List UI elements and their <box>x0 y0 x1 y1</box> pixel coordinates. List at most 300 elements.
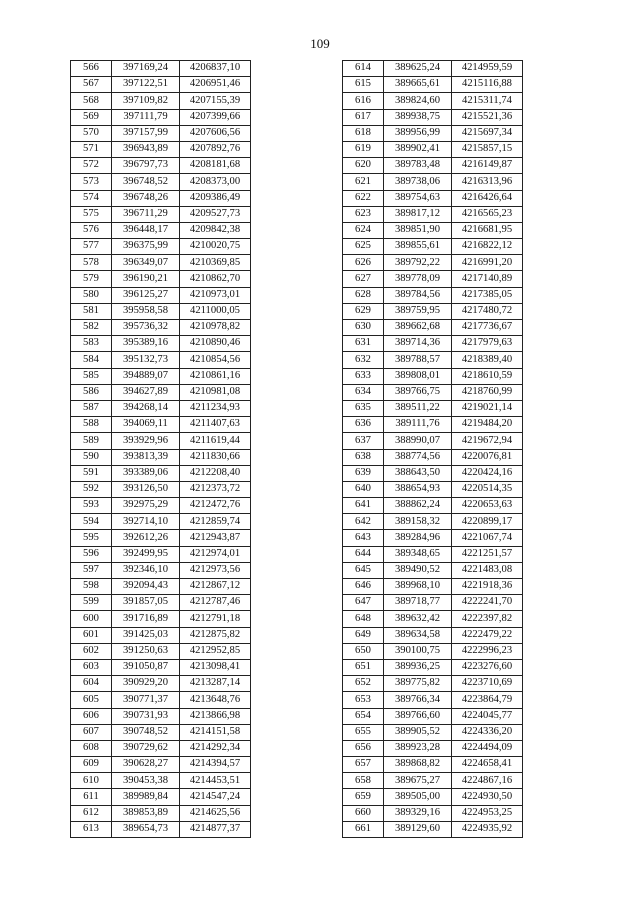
table-row <box>71 77 251 93</box>
point-number-cell: 637 <box>343 433 384 449</box>
point-number-cell: 656 <box>343 740 384 756</box>
point-number-cell: 641 <box>343 498 384 514</box>
x-coordinate-cell: 390748,52 <box>112 724 180 740</box>
x-coordinate-cell: 392975,29 <box>112 498 180 514</box>
point-number-cell: 609 <box>71 757 112 773</box>
x-coordinate-cell: 396349,07 <box>112 255 180 271</box>
y-coordinate-cell: 4223710,69 <box>452 676 523 692</box>
table-row <box>71 433 251 449</box>
x-coordinate-cell: 389284,96 <box>384 530 452 546</box>
y-coordinate-cell: 4210861,16 <box>180 368 251 384</box>
y-coordinate-cell: 4211407,63 <box>180 417 251 433</box>
x-coordinate-cell: 395958,58 <box>112 303 180 319</box>
x-coordinate-cell: 388643,50 <box>384 465 452 481</box>
x-coordinate-cell: 389718,77 <box>384 595 452 611</box>
y-coordinate-cell: 4221067,74 <box>452 530 523 546</box>
point-number-cell: 588 <box>71 417 112 433</box>
x-coordinate-cell: 393813,39 <box>112 449 180 465</box>
x-coordinate-cell: 390628,27 <box>112 757 180 773</box>
point-number-cell: 603 <box>71 659 112 675</box>
x-coordinate-cell: 393126,50 <box>112 481 180 497</box>
page-number: 109 <box>310 36 330 51</box>
table-row <box>71 222 251 238</box>
y-coordinate-cell: 4217385,05 <box>452 287 523 303</box>
table-row <box>343 627 523 643</box>
y-coordinate-cell: 4212791,18 <box>180 611 251 627</box>
table-row <box>343 320 523 336</box>
x-coordinate-cell: 395736,32 <box>112 320 180 336</box>
point-number-cell: 568 <box>71 93 112 109</box>
x-coordinate-cell: 389968,10 <box>384 579 452 595</box>
y-coordinate-cell: 4212973,56 <box>180 562 251 578</box>
y-coordinate-cell: 4221251,57 <box>452 546 523 562</box>
table-row <box>343 805 523 821</box>
table-row <box>71 174 251 190</box>
table-row <box>343 562 523 578</box>
table-row <box>71 789 251 805</box>
x-coordinate-cell: 389792,22 <box>384 255 452 271</box>
x-coordinate-cell: 397157,99 <box>112 125 180 141</box>
x-coordinate-cell: 389853,89 <box>112 805 180 821</box>
y-coordinate-cell: 4219021,14 <box>452 400 523 416</box>
table-row <box>71 546 251 562</box>
x-coordinate-cell: 391716,89 <box>112 611 180 627</box>
table-row <box>71 562 251 578</box>
x-coordinate-cell: 392714,10 <box>112 514 180 530</box>
table-row <box>71 417 251 433</box>
point-number-cell: 622 <box>343 190 384 206</box>
table-row <box>343 595 523 611</box>
y-coordinate-cell: 4218610,59 <box>452 368 523 384</box>
point-number-cell: 595 <box>71 530 112 546</box>
table-row <box>343 287 523 303</box>
x-coordinate-cell: 389824,60 <box>384 93 452 109</box>
point-number-cell: 582 <box>71 320 112 336</box>
table-row <box>71 595 251 611</box>
y-coordinate-cell: 4216426,64 <box>452 190 523 206</box>
x-coordinate-cell: 392346,10 <box>112 562 180 578</box>
y-coordinate-cell: 4212859,74 <box>180 514 251 530</box>
point-number-cell: 592 <box>71 481 112 497</box>
x-coordinate-cell: 396943,89 <box>112 141 180 157</box>
point-number-cell: 646 <box>343 579 384 595</box>
table-row <box>71 93 251 109</box>
point-number-cell: 598 <box>71 579 112 595</box>
y-coordinate-cell: 4209842,38 <box>180 222 251 238</box>
y-coordinate-cell: 4215857,15 <box>452 141 523 157</box>
x-coordinate-cell: 390771,37 <box>112 692 180 708</box>
y-coordinate-cell: 4215311,74 <box>452 93 523 109</box>
y-coordinate-cell: 4208181,68 <box>180 158 251 174</box>
table-row <box>343 611 523 627</box>
table-row <box>71 384 251 400</box>
table-row <box>343 109 523 125</box>
y-coordinate-cell: 4224494,09 <box>452 740 523 756</box>
table-row <box>343 659 523 675</box>
x-coordinate-cell: 389662,68 <box>384 320 452 336</box>
point-number-cell: 572 <box>71 158 112 174</box>
y-coordinate-cell: 4222397,82 <box>452 611 523 627</box>
x-coordinate-cell: 397169,24 <box>112 61 180 77</box>
table-row <box>343 498 523 514</box>
y-coordinate-cell: 4222241,70 <box>452 595 523 611</box>
y-coordinate-cell: 4209386,49 <box>180 190 251 206</box>
table-row <box>343 400 523 416</box>
table-row <box>343 643 523 659</box>
point-number-cell: 591 <box>71 465 112 481</box>
table-row <box>343 77 523 93</box>
point-number-cell: 581 <box>71 303 112 319</box>
point-number-cell: 614 <box>343 61 384 77</box>
table-row <box>71 579 251 595</box>
x-coordinate-cell: 389625,24 <box>384 61 452 77</box>
y-coordinate-cell: 4215116,88 <box>452 77 523 93</box>
y-coordinate-cell: 4210369,85 <box>180 255 251 271</box>
table-row <box>343 579 523 595</box>
point-number-cell: 660 <box>343 805 384 821</box>
x-coordinate-cell: 389956,99 <box>384 125 452 141</box>
y-coordinate-cell: 4217140,89 <box>452 271 523 287</box>
point-number-cell: 586 <box>71 384 112 400</box>
table-row <box>343 190 523 206</box>
table-row <box>343 433 523 449</box>
point-number-cell: 571 <box>71 141 112 157</box>
y-coordinate-cell: 4217979,63 <box>452 336 523 352</box>
y-coordinate-cell: 4211830,66 <box>180 449 251 465</box>
x-coordinate-cell: 397109,82 <box>112 93 180 109</box>
table-row <box>343 271 523 287</box>
x-coordinate-cell: 397122,51 <box>112 77 180 93</box>
y-coordinate-cell: 4218389,40 <box>452 352 523 368</box>
x-coordinate-cell: 389923,28 <box>384 740 452 756</box>
x-coordinate-cell: 396797,73 <box>112 158 180 174</box>
y-coordinate-cell: 4214394,57 <box>180 757 251 773</box>
y-coordinate-cell: 4216681,95 <box>452 222 523 238</box>
point-number-cell: 570 <box>71 125 112 141</box>
table-row <box>343 174 523 190</box>
table-row <box>343 125 523 141</box>
point-number-cell: 633 <box>343 368 384 384</box>
point-number-cell: 640 <box>343 481 384 497</box>
x-coordinate-cell: 389868,82 <box>384 757 452 773</box>
point-number-cell: 578 <box>71 255 112 271</box>
point-number-cell: 599 <box>71 595 112 611</box>
point-number-cell: 587 <box>71 400 112 416</box>
table-row <box>71 352 251 368</box>
point-number-cell: 625 <box>343 239 384 255</box>
y-coordinate-cell: 4219484,20 <box>452 417 523 433</box>
y-coordinate-cell: 4224953,25 <box>452 805 523 821</box>
point-number-cell: 566 <box>71 61 112 77</box>
table-row <box>71 61 251 77</box>
point-number-cell: 613 <box>71 821 112 837</box>
table-row <box>71 336 251 352</box>
table-row <box>343 206 523 222</box>
y-coordinate-cell: 4210973,01 <box>180 287 251 303</box>
x-coordinate-cell: 396375,99 <box>112 239 180 255</box>
y-coordinate-cell: 4217736,67 <box>452 320 523 336</box>
x-coordinate-cell: 391857,05 <box>112 595 180 611</box>
table-row <box>343 61 523 77</box>
table-row <box>343 368 523 384</box>
x-coordinate-cell: 389675,27 <box>384 773 452 789</box>
y-coordinate-cell: 4220076,81 <box>452 449 523 465</box>
point-number-cell: 639 <box>343 465 384 481</box>
point-number-cell: 593 <box>71 498 112 514</box>
x-coordinate-cell: 390100,75 <box>384 643 452 659</box>
table-row <box>71 158 251 174</box>
point-number-cell: 655 <box>343 724 384 740</box>
point-number-cell: 653 <box>343 692 384 708</box>
point-number-cell: 650 <box>343 643 384 659</box>
table-row <box>71 239 251 255</box>
point-number-cell: 611 <box>71 789 112 805</box>
y-coordinate-cell: 4216822,12 <box>452 239 523 255</box>
table-row <box>343 740 523 756</box>
point-number-cell: 590 <box>71 449 112 465</box>
point-number-cell: 654 <box>343 708 384 724</box>
table-row <box>343 303 523 319</box>
table-row <box>71 643 251 659</box>
x-coordinate-cell: 389158,32 <box>384 514 452 530</box>
table-row <box>343 465 523 481</box>
y-coordinate-cell: 4210020,75 <box>180 239 251 255</box>
table-row <box>71 740 251 756</box>
y-coordinate-cell: 4213098,41 <box>180 659 251 675</box>
y-coordinate-cell: 4213648,76 <box>180 692 251 708</box>
y-coordinate-cell: 4210854,56 <box>180 352 251 368</box>
y-coordinate-cell: 4210862,70 <box>180 271 251 287</box>
y-coordinate-cell: 4207399,66 <box>180 109 251 125</box>
table-row <box>71 611 251 627</box>
y-coordinate-cell: 4214151,58 <box>180 724 251 740</box>
y-coordinate-cell: 4207606,56 <box>180 125 251 141</box>
y-coordinate-cell: 4214959,59 <box>452 61 523 77</box>
x-coordinate-cell: 396125,27 <box>112 287 180 303</box>
point-number-cell: 585 <box>71 368 112 384</box>
point-number-cell: 569 <box>71 109 112 125</box>
x-coordinate-cell: 389505,00 <box>384 789 452 805</box>
y-coordinate-cell: 4224658,41 <box>452 757 523 773</box>
point-number-cell: 594 <box>71 514 112 530</box>
x-coordinate-cell: 391425,03 <box>112 627 180 643</box>
x-coordinate-cell: 389329,16 <box>384 805 452 821</box>
point-number-cell: 605 <box>71 692 112 708</box>
x-coordinate-cell: 389817,12 <box>384 206 452 222</box>
y-coordinate-cell: 4220899,17 <box>452 514 523 530</box>
table-row <box>343 158 523 174</box>
x-coordinate-cell: 390453,38 <box>112 773 180 789</box>
x-coordinate-cell: 389348,65 <box>384 546 452 562</box>
point-number-cell: 596 <box>71 546 112 562</box>
x-coordinate-cell: 389754,63 <box>384 190 452 206</box>
point-number-cell: 608 <box>71 740 112 756</box>
x-coordinate-cell: 389632,42 <box>384 611 452 627</box>
y-coordinate-cell: 4224930,50 <box>452 789 523 805</box>
x-coordinate-cell: 392612,26 <box>112 530 180 546</box>
x-coordinate-cell: 397111,79 <box>112 109 180 125</box>
y-coordinate-cell: 4207892,76 <box>180 141 251 157</box>
point-number-cell: 573 <box>71 174 112 190</box>
point-number-cell: 580 <box>71 287 112 303</box>
point-number-cell: 636 <box>343 417 384 433</box>
y-coordinate-cell: 4216313,96 <box>452 174 523 190</box>
y-coordinate-cell: 4210978,82 <box>180 320 251 336</box>
table-row <box>343 255 523 271</box>
x-coordinate-cell: 394889,07 <box>112 368 180 384</box>
x-coordinate-cell: 389766,75 <box>384 384 452 400</box>
y-coordinate-cell: 4212208,40 <box>180 465 251 481</box>
table-row <box>343 530 523 546</box>
y-coordinate-cell: 4216149,87 <box>452 158 523 174</box>
table-row <box>71 530 251 546</box>
table-row <box>71 449 251 465</box>
table-row <box>71 190 251 206</box>
table-row <box>71 724 251 740</box>
x-coordinate-cell: 389766,34 <box>384 692 452 708</box>
point-number-cell: 623 <box>343 206 384 222</box>
table-row <box>343 222 523 238</box>
table-row <box>71 692 251 708</box>
point-number-cell: 624 <box>343 222 384 238</box>
table-row <box>71 805 251 821</box>
point-number-cell: 647 <box>343 595 384 611</box>
y-coordinate-cell: 4216991,20 <box>452 255 523 271</box>
table-row <box>71 206 251 222</box>
table-row <box>71 659 251 675</box>
point-number-cell: 648 <box>343 611 384 627</box>
table-row <box>343 449 523 465</box>
table-row <box>343 757 523 773</box>
y-coordinate-cell: 4212472,76 <box>180 498 251 514</box>
x-coordinate-cell: 389775,82 <box>384 676 452 692</box>
y-coordinate-cell: 4224867,16 <box>452 773 523 789</box>
y-coordinate-cell: 4209527,73 <box>180 206 251 222</box>
point-number-cell: 632 <box>343 352 384 368</box>
x-coordinate-cell: 389665,61 <box>384 77 452 93</box>
table-row <box>343 352 523 368</box>
x-coordinate-cell: 389714,36 <box>384 336 452 352</box>
table-row <box>71 773 251 789</box>
y-coordinate-cell: 4221918,36 <box>452 579 523 595</box>
y-coordinate-cell: 4224045,77 <box>452 708 523 724</box>
table-row <box>71 757 251 773</box>
y-coordinate-cell: 4224336,20 <box>452 724 523 740</box>
x-coordinate-cell: 395389,16 <box>112 336 180 352</box>
table-row <box>343 514 523 530</box>
point-number-cell: 618 <box>343 125 384 141</box>
y-coordinate-cell: 4221483,08 <box>452 562 523 578</box>
y-coordinate-cell: 4222479,22 <box>452 627 523 643</box>
x-coordinate-cell: 389778,09 <box>384 271 452 287</box>
x-coordinate-cell: 389129,60 <box>384 821 452 837</box>
x-coordinate-cell: 389634,58 <box>384 627 452 643</box>
point-number-cell: 651 <box>343 659 384 675</box>
point-number-cell: 631 <box>343 336 384 352</box>
table-row <box>343 93 523 109</box>
x-coordinate-cell: 389905,52 <box>384 724 452 740</box>
y-coordinate-cell: 4214877,37 <box>180 821 251 837</box>
table-row <box>343 239 523 255</box>
x-coordinate-cell: 389902,41 <box>384 141 452 157</box>
point-number-cell: 644 <box>343 546 384 562</box>
x-coordinate-cell: 393929,96 <box>112 433 180 449</box>
point-number-cell: 602 <box>71 643 112 659</box>
point-number-cell: 576 <box>71 222 112 238</box>
y-coordinate-cell: 4212943,87 <box>180 530 251 546</box>
y-coordinate-cell: 4210890,46 <box>180 336 251 352</box>
point-number-cell: 597 <box>71 562 112 578</box>
x-coordinate-cell: 390729,62 <box>112 740 180 756</box>
y-coordinate-cell: 4211234,93 <box>180 400 251 416</box>
table-row <box>71 400 251 416</box>
table-row <box>343 708 523 724</box>
table-row <box>71 271 251 287</box>
point-number-cell: 584 <box>71 352 112 368</box>
table-row <box>71 303 251 319</box>
y-coordinate-cell: 4206951,46 <box>180 77 251 93</box>
table-row <box>71 287 251 303</box>
point-number-cell: 604 <box>71 676 112 692</box>
y-coordinate-cell: 4212974,01 <box>180 546 251 562</box>
x-coordinate-cell: 388774,56 <box>384 449 452 465</box>
y-coordinate-cell: 4220653,63 <box>452 498 523 514</box>
x-coordinate-cell: 389936,25 <box>384 659 452 675</box>
x-coordinate-cell: 389783,48 <box>384 158 452 174</box>
y-coordinate-cell: 4220424,16 <box>452 465 523 481</box>
y-coordinate-cell: 4206837,10 <box>180 61 251 77</box>
x-coordinate-cell: 389851,90 <box>384 222 452 238</box>
table-row <box>71 708 251 724</box>
x-coordinate-cell: 390929,20 <box>112 676 180 692</box>
x-coordinate-cell: 389511,22 <box>384 400 452 416</box>
y-coordinate-cell: 4220514,35 <box>452 481 523 497</box>
point-number-cell: 661 <box>343 821 384 837</box>
y-coordinate-cell: 4215697,34 <box>452 125 523 141</box>
y-coordinate-cell: 4214292,34 <box>180 740 251 756</box>
table-row <box>71 255 251 271</box>
x-coordinate-cell: 389808,01 <box>384 368 452 384</box>
table-row <box>343 141 523 157</box>
x-coordinate-cell: 389989,84 <box>112 789 180 805</box>
y-coordinate-cell: 4213866,98 <box>180 708 251 724</box>
point-number-cell: 589 <box>71 433 112 449</box>
point-number-cell: 657 <box>343 757 384 773</box>
y-coordinate-cell: 4223276,60 <box>452 659 523 675</box>
x-coordinate-cell: 389855,61 <box>384 239 452 255</box>
x-coordinate-cell: 388862,24 <box>384 498 452 514</box>
x-coordinate-cell: 396711,29 <box>112 206 180 222</box>
y-coordinate-cell: 4210981,08 <box>180 384 251 400</box>
y-coordinate-cell: 4208373,00 <box>180 174 251 190</box>
table-row <box>343 692 523 708</box>
x-coordinate-cell: 388654,93 <box>384 481 452 497</box>
y-coordinate-cell: 4215521,36 <box>452 109 523 125</box>
point-number-cell: 577 <box>71 239 112 255</box>
point-number-cell: 620 <box>343 158 384 174</box>
point-number-cell: 579 <box>71 271 112 287</box>
y-coordinate-cell: 4218760,99 <box>452 384 523 400</box>
point-number-cell: 630 <box>343 320 384 336</box>
x-coordinate-cell: 396448,17 <box>112 222 180 238</box>
table-row <box>343 336 523 352</box>
x-coordinate-cell: 389788,57 <box>384 352 452 368</box>
x-coordinate-cell: 391250,63 <box>112 643 180 659</box>
x-coordinate-cell: 389938,75 <box>384 109 452 125</box>
table-row <box>343 384 523 400</box>
point-number-cell: 575 <box>71 206 112 222</box>
x-coordinate-cell: 396748,26 <box>112 190 180 206</box>
